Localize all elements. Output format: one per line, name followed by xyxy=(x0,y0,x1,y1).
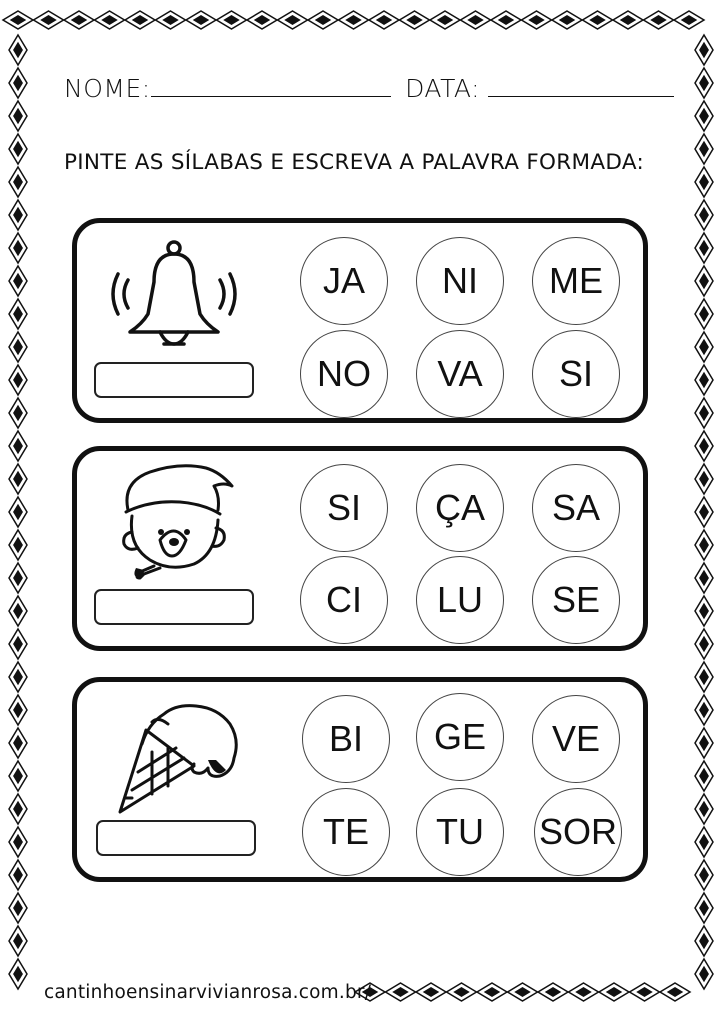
date-field[interactable] xyxy=(488,95,674,97)
border-diamond xyxy=(583,11,613,29)
border-diamond xyxy=(3,11,33,29)
bell-icon xyxy=(110,238,238,356)
border-diamond xyxy=(695,926,713,956)
border-diamond xyxy=(369,11,399,29)
syllable-bubble[interactable]: SOR xyxy=(534,788,622,876)
border-diamond xyxy=(9,860,27,890)
border-diamond xyxy=(508,983,538,1001)
border-diamond xyxy=(695,827,713,857)
syllable-bubble[interactable]: ÇA xyxy=(416,464,504,552)
syllable-bubble[interactable]: SI xyxy=(532,330,620,418)
border-diamond xyxy=(9,530,27,560)
border-diamond xyxy=(9,134,27,164)
border-diamond xyxy=(695,596,713,626)
instruction-text: PINTE AS SÍLABAS E ESCREVA A PALAVRA FORMADA: xyxy=(64,150,644,175)
syllable-bubble[interactable]: SI xyxy=(300,464,388,552)
border-diamond xyxy=(695,662,713,692)
syllable-bubble[interactable]: NO xyxy=(300,330,388,418)
border-diamond xyxy=(695,68,713,98)
border-diamond xyxy=(9,629,27,659)
border-diamond xyxy=(247,11,277,29)
border-diamond xyxy=(278,11,308,29)
border-diamond xyxy=(569,983,599,1001)
border-diamond xyxy=(9,563,27,593)
syllable-bubble[interactable]: VE xyxy=(532,695,620,783)
syllable-bubble[interactable]: SE xyxy=(532,556,620,644)
border-diamond xyxy=(599,983,629,1001)
border-diamond xyxy=(491,11,521,29)
border-diamond xyxy=(695,101,713,131)
border-diamond xyxy=(9,200,27,230)
syllable-bubble[interactable]: TE xyxy=(302,788,390,876)
border-diamond xyxy=(9,794,27,824)
border-diamond xyxy=(9,464,27,494)
border-diamond xyxy=(538,983,568,1001)
border-diamond xyxy=(9,233,27,263)
border-diamond xyxy=(695,695,713,725)
border-diamond xyxy=(695,35,713,65)
border-diamond xyxy=(695,860,713,890)
border-diamond xyxy=(613,11,643,29)
border-diamond xyxy=(695,233,713,263)
syllable-bubble[interactable]: BI xyxy=(302,695,390,783)
border-diamond xyxy=(9,365,27,395)
border-diamond xyxy=(34,11,64,29)
answer-box-1[interactable] xyxy=(94,362,254,398)
border-diamond xyxy=(695,266,713,296)
border-diamond xyxy=(9,431,27,461)
border-diamond xyxy=(447,983,477,1001)
name-label: NOME: xyxy=(64,74,151,103)
border-diamond xyxy=(695,794,713,824)
border-diamond xyxy=(416,983,446,1001)
border-diamond xyxy=(695,167,713,197)
syllable-bubble[interactable]: SA xyxy=(532,464,620,552)
syllable-bubble[interactable]: NI xyxy=(416,237,504,325)
date-label: DATA: xyxy=(405,74,481,103)
border-diamond xyxy=(9,101,27,131)
border-diamond xyxy=(9,959,27,989)
dwarf-icon xyxy=(120,460,240,582)
border-diamond xyxy=(9,299,27,329)
syllable-bubble[interactable]: VA xyxy=(416,330,504,418)
border-diamond xyxy=(64,11,94,29)
syllable-bubble[interactable]: ME xyxy=(532,237,620,325)
border-diamond xyxy=(695,299,713,329)
border-diamond xyxy=(644,11,674,29)
border-diamond xyxy=(9,596,27,626)
border-diamond xyxy=(9,728,27,758)
border-diamond xyxy=(386,983,416,1001)
footer-website: cantinhoensinarvivianrosa.com.br/ xyxy=(44,982,372,1003)
border-diamond xyxy=(308,11,338,29)
border-diamond xyxy=(695,431,713,461)
border-diamond xyxy=(674,11,704,29)
border-diamond xyxy=(695,134,713,164)
border-diamond xyxy=(695,728,713,758)
border-diamond xyxy=(477,983,507,1001)
border-diamond xyxy=(9,926,27,956)
border-diamond xyxy=(9,167,27,197)
border-diamond xyxy=(9,266,27,296)
border-diamond xyxy=(695,563,713,593)
name-date-header xyxy=(64,74,674,103)
border-diamond xyxy=(9,893,27,923)
border-diamond xyxy=(695,365,713,395)
border-diamond xyxy=(695,200,713,230)
border-diamond xyxy=(9,662,27,692)
ice-cream-icon xyxy=(112,694,242,818)
border-diamond xyxy=(522,11,552,29)
border-diamond xyxy=(660,983,690,1001)
border-diamond xyxy=(95,11,125,29)
answer-box-3[interactable] xyxy=(96,820,256,856)
border-diamond xyxy=(400,11,430,29)
border-diamond xyxy=(552,11,582,29)
border-diamond xyxy=(695,464,713,494)
border-diamond xyxy=(9,332,27,362)
syllable-bubble[interactable]: TU xyxy=(416,788,504,876)
syllable-bubble[interactable]: LU xyxy=(416,556,504,644)
border-diamond xyxy=(125,11,155,29)
border-diamond xyxy=(630,983,660,1001)
syllable-bubble[interactable]: GE xyxy=(416,693,504,781)
border-diamond xyxy=(339,11,369,29)
border-diamond xyxy=(695,530,713,560)
border-diamond xyxy=(695,629,713,659)
border-diamond xyxy=(9,827,27,857)
border-diamond xyxy=(156,11,186,29)
border-diamond xyxy=(430,11,460,29)
border-diamond xyxy=(695,959,713,989)
border-diamond xyxy=(217,11,247,29)
border-diamond xyxy=(9,761,27,791)
border-diamond xyxy=(695,893,713,923)
border-diamond xyxy=(9,35,27,65)
border-diamond xyxy=(9,68,27,98)
border-diamond xyxy=(9,497,27,527)
answer-box-2[interactable] xyxy=(94,589,254,625)
border-diamond xyxy=(461,11,491,29)
border-diamond xyxy=(9,695,27,725)
border-diamond xyxy=(695,497,713,527)
border-diamond xyxy=(9,398,27,428)
border-diamond xyxy=(186,11,216,29)
name-field[interactable] xyxy=(151,95,391,97)
border-diamond xyxy=(695,761,713,791)
syllable-bubble[interactable]: CI xyxy=(300,556,388,644)
border-diamond xyxy=(695,398,713,428)
border-diamond xyxy=(695,332,713,362)
syllable-bubble[interactable]: JA xyxy=(300,237,388,325)
